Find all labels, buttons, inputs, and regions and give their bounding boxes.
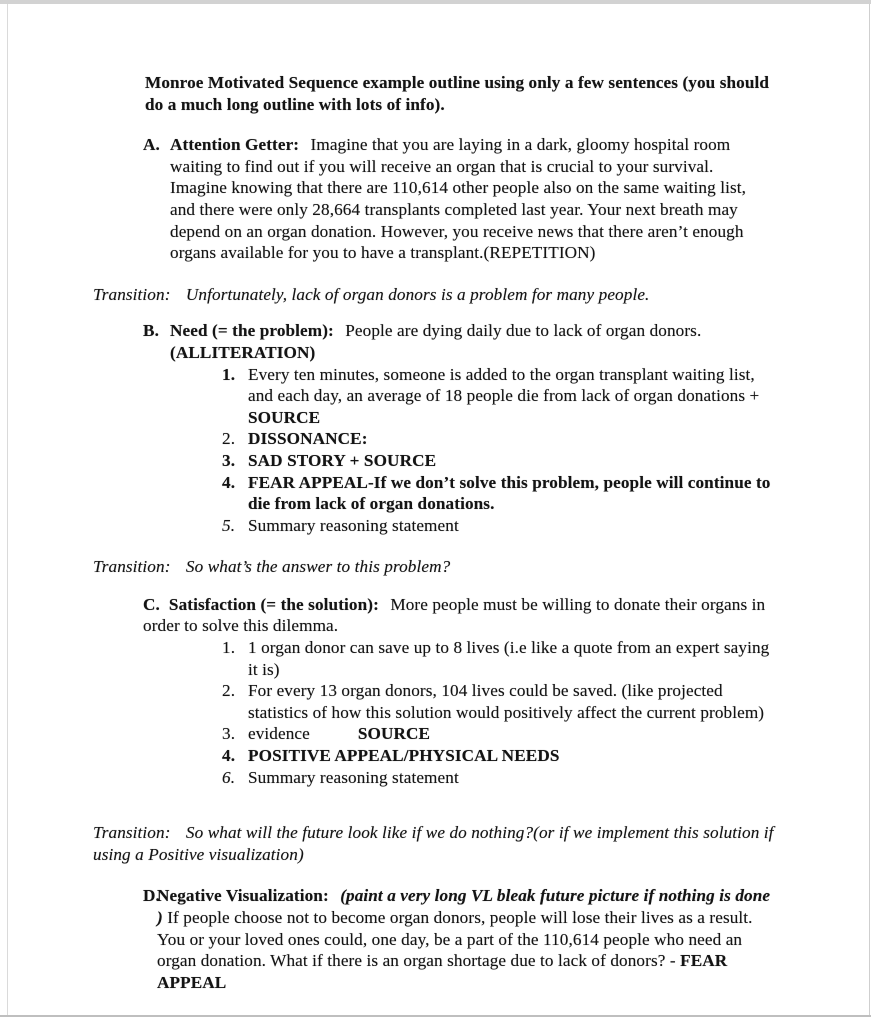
list-item-text: Every ten minutes, someone is added to the organ transplant waiting list, and each day, an average of 18 people die from lack of organ donations +: [248, 364, 760, 406]
list-item-marker: 1.: [222, 364, 236, 384]
section-d-note: (paint a very long VL bleak future picture if nothing is done ): [157, 886, 771, 927]
list-item-marker: 4.: [222, 746, 236, 766]
section-b-tag: (ALLITERATION): [170, 342, 316, 362]
transition-3-label: Transition:: [93, 823, 171, 843]
list-item-text: DISSONANCE:: [248, 429, 368, 449]
list-item: [0, 723, 771, 745]
transition-1-text: Unfortunately, lack of organ donors is a problem for many people.: [185, 284, 650, 304]
transition-3-text: So what will the future look like if we do nothing?(or if we implement this solution if using a Positive visualization): [93, 823, 774, 864]
document-title: Monroe Motivated Sequence example outline using only a few sentences (you should do a much long outline with lots of info).: [145, 73, 770, 114]
list-item-marker: 2.: [222, 429, 236, 449]
section-b-heading: Need (= the problem):: [170, 321, 334, 341]
list-item-marker: 5.: [222, 515, 236, 535]
list-item: [0, 680, 771, 723]
section-c-list: [0, 637, 771, 788]
section-d-tail: FEAR APPEAL: [157, 951, 728, 992]
list-item-marker: 4.: [222, 472, 236, 492]
list-item: [0, 745, 771, 767]
list-item: [0, 472, 771, 515]
list-item-marker: 1.: [222, 638, 236, 658]
section-d-body: If people choose not to become organ donors, people will lose their lives as a result. You or your loved ones could, one day, be a part of the 110,614 people who need an organ donation. What if there is an organ shortage due to lack of donors? -: [157, 908, 753, 971]
section-b-list: [0, 364, 771, 537]
section-b: [0, 320, 771, 363]
list-item: [0, 767, 771, 789]
transition-3: [93, 822, 801, 865]
section-d: [0, 885, 771, 993]
section-d-marker: D.: [143, 886, 160, 906]
list-item-marker: 3.: [222, 450, 236, 470]
transition-2-text: So what’s the answer to this problem?: [185, 557, 451, 577]
list-item: [0, 450, 771, 472]
list-item-marker: 3.: [222, 724, 236, 744]
section-b-body: People are dying daily due to lack of organ donors.: [345, 321, 702, 341]
section-d-heading: Negative Visualization:: [157, 886, 329, 906]
transition-2-label: Transition:: [93, 557, 171, 577]
section-a-body: Imagine that you are laying in a dark, gloomy hospital room waiting to find out if you will receive an organ that is crucial to your survival. Imagine knowing that there are 110,614 other people also on the same waiting list, and there were only 28,664 transplants completed last year. Your next breath may depend on an organ donation. However, you receive news that there aren’t enough organs available for you to have a transplant.(REPETITION): [170, 135, 747, 263]
list-item-text: POSITIVE APPEAL/PHYSICAL NEEDS: [248, 746, 560, 766]
section-c-body: More people must be willing to donate their organs in order to solve this dilemma.: [143, 594, 766, 636]
section-a-marker: A.: [143, 135, 160, 155]
list-item-text: 1 organ donor can save up to 8 lives (i.e like a quote from an expert saying it is): [248, 638, 770, 679]
section-a: [0, 134, 771, 264]
list-item-text: FEAR APPEAL-If we don’t solve this problem, people will continue to die from lack of organ donations.: [248, 472, 771, 514]
section-a-heading: Attention Getter:: [170, 135, 300, 155]
transition-2: [93, 556, 801, 578]
transition-1-label: Transition:: [93, 284, 171, 304]
list-item: [0, 637, 771, 680]
list-item-marker: 6.: [222, 767, 236, 787]
source-label: SOURCE: [248, 407, 321, 427]
section-c-marker: C.: [143, 594, 160, 614]
list-item-text: Summary reasoning statement: [248, 515, 459, 535]
list-item-text: SAD STORY + SOURCE: [248, 450, 437, 470]
list-item-text: evidence: [248, 724, 310, 744]
list-item: [0, 428, 771, 450]
source-label: SOURCE: [357, 724, 431, 744]
list-item-text: Summary reasoning statement: [248, 767, 459, 787]
section-c: [0, 594, 771, 637]
section-c-heading: Satisfaction (= the solution):: [168, 594, 379, 614]
list-item: [0, 515, 771, 537]
section-b-marker: B.: [143, 321, 159, 341]
transition-1: [93, 284, 801, 306]
list-item-text: For every 13 organ donors, 104 lives could be saved. (like projected statistics of how this solution would positively affect the current problem): [248, 681, 765, 722]
list-item: [0, 364, 771, 429]
list-item-marker: 2.: [222, 681, 236, 701]
